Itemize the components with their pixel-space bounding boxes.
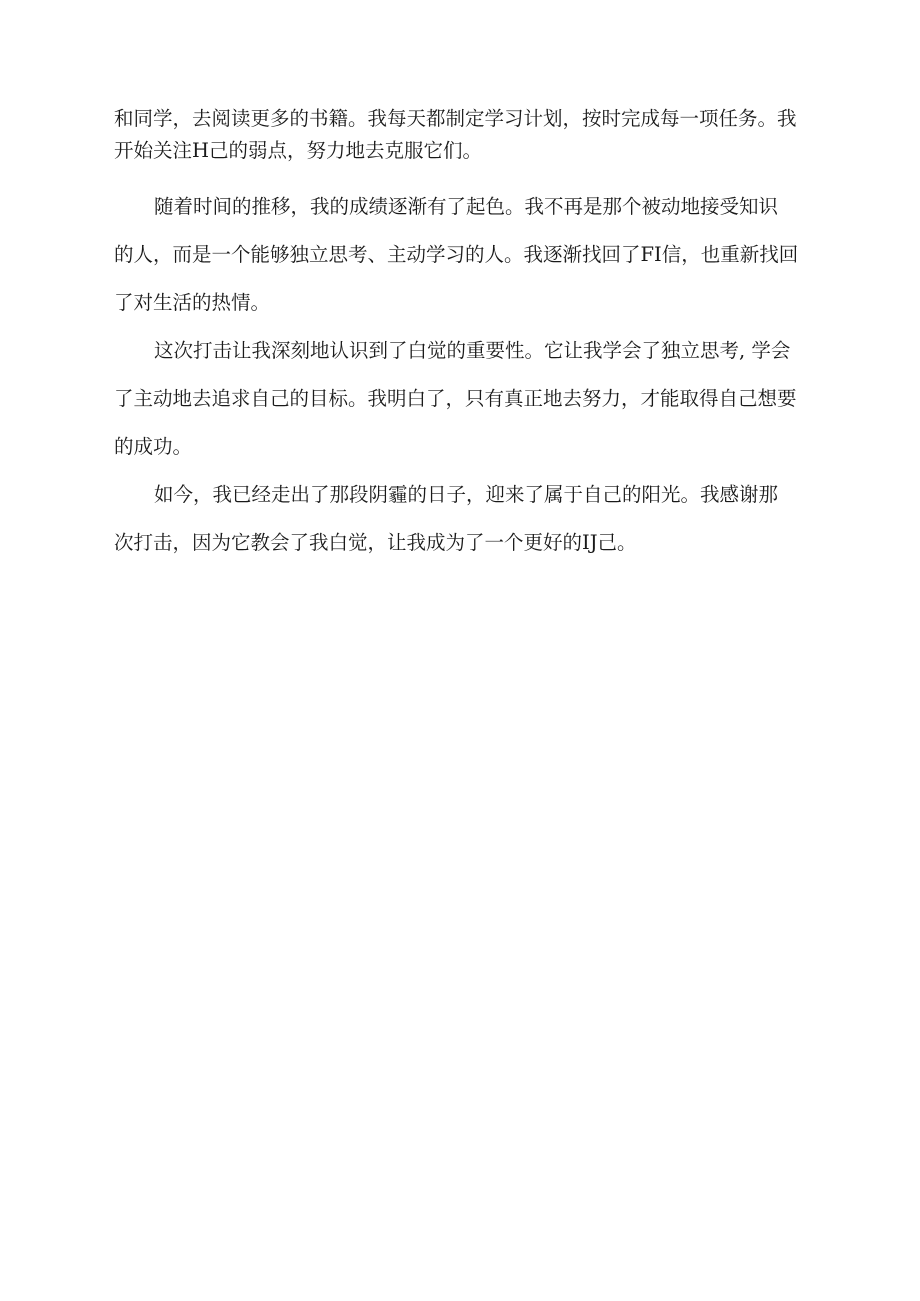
paragraph-line: 随着时间的推移，我的成绩逐渐有了起色。我不再是那个被动地接受知识 — [154, 195, 779, 218]
paragraph-2 — [114, 183, 814, 327]
paragraph-line: 了主动地去追求自己的目标。我明白了，只有真正地去努力，才能取得自己想要 — [114, 387, 797, 410]
paragraph-line: 了对生活的热情。 — [114, 291, 271, 314]
paragraph-line: 的成功。 — [114, 435, 193, 458]
document-body — [114, 103, 814, 567]
paragraph-line: 的人，而是一个能够独立思考、主动学习的人。我逐渐找回了FI信，也重新找回 — [114, 243, 799, 266]
paragraph-line: 这次打击让我深刻地认识到了白觉的重要性。它让我学会了独立思考, 学会 — [154, 339, 791, 362]
paragraph-1 — [114, 103, 814, 167]
paragraph-line: 如今，我已经走出了那段阴霾的日子，迎来了属于自己的阳光。我感谢那 — [154, 483, 779, 506]
paragraph-3 — [114, 327, 814, 471]
paragraph-line: 和同学，去阅读更多的书籍。我每天都制定学习计划，按时完成每一项任务。我 — [114, 107, 797, 130]
paragraph-line: 开始关注H己的弱点，努力地去克服它们。 — [114, 139, 483, 162]
paragraph-line: 次打击，因为它教会了我白觉，让我成为了一个更好的IJ己。 — [114, 531, 637, 554]
paragraph-4 — [114, 471, 814, 567]
